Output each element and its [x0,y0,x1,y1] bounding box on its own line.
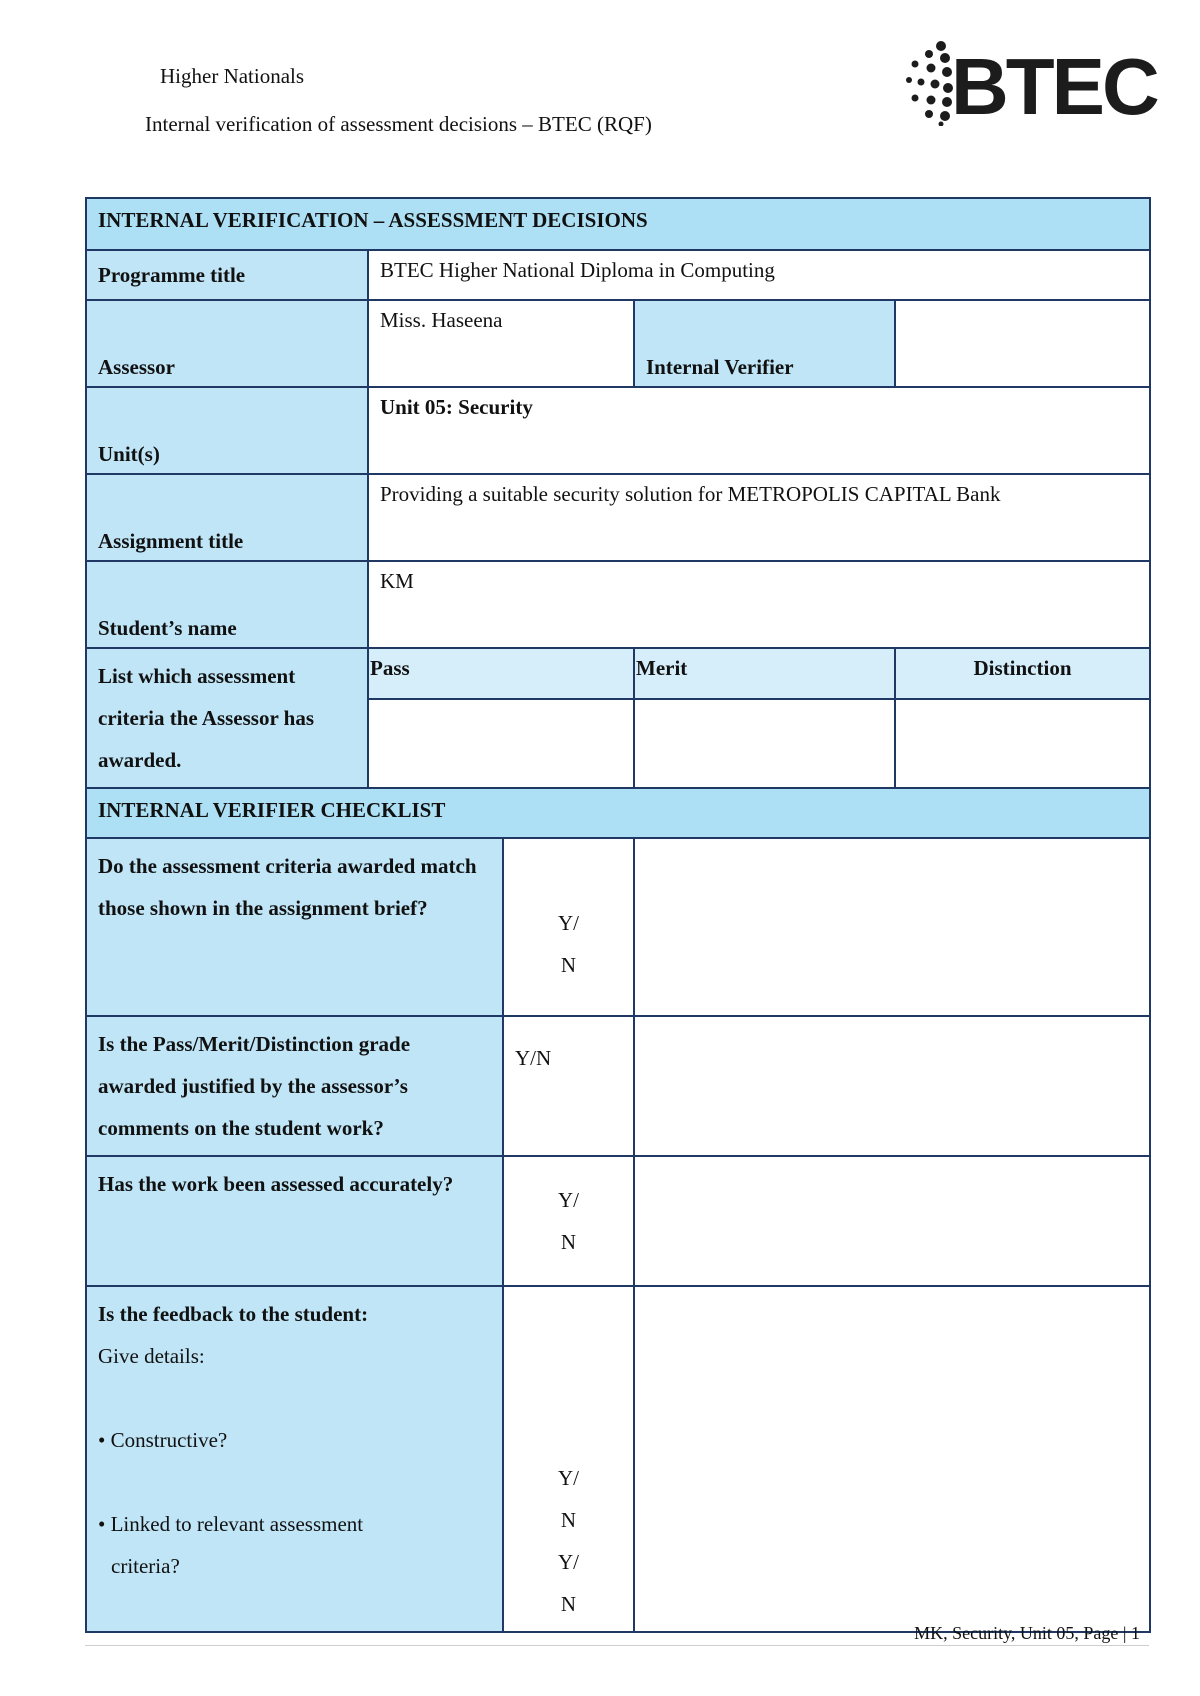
internal-verifier-label: Internal Verifier [634,300,895,387]
yn-n: N [560,953,577,977]
merit-header: Merit [634,648,895,699]
checklist-question-accuracy: Has the work been assessed accurately? [86,1156,503,1286]
yn-answer-2[interactable]: Y/N [503,1016,634,1156]
assignment-title-label: Assignment title [86,474,368,561]
comment-1[interactable] [634,838,1150,1016]
comment-4[interactable] [634,1286,1150,1632]
assignment-title-value[interactable]: Providing a suitable security solution for METROPOLIS CAPITAL Bank [368,474,1150,561]
yn-y: Y/ [558,1188,579,1212]
checklist-title: INTERNAL VERIFIER CHECKLIST [86,788,1150,838]
internal-verifier-value[interactable] [895,300,1150,387]
btec-wordmark: BTEC [951,42,1157,131]
unit-label: Unit(s) [86,387,368,474]
yn-y: Y/ [558,1550,579,1574]
programme-title-value[interactable]: BTEC Higher National Diploma in Computing [368,250,1150,300]
distinction-header: Distinction [895,648,1150,699]
checklist-question-feedback [86,1286,503,1632]
comment-2[interactable] [634,1016,1150,1156]
header-subtitle: Internal verification of assessment decisions – BTEC (RQF) [145,112,652,136]
feedback-bullet-linked: • Linked to relevant assessment [98,1512,364,1536]
feedback-details-label: Give details: [98,1344,205,1368]
merit-value[interactable] [634,699,895,788]
pass-value[interactable] [368,699,634,788]
comment-3[interactable] [634,1156,1150,1286]
criteria-label: List which assessment criteria the Assessor has awarded. [86,648,368,788]
page-footer: MK, Security, Unit 05, Page | 1 [914,1623,1140,1643]
verification-form [85,197,1151,1633]
assessor-value[interactable]: Miss. Haseena [368,300,634,387]
btec-dots-icon [903,40,955,126]
yn-n: N [560,1592,577,1616]
checklist-question-criteria: Do the assessment criteria awarded match those shown in the assignment brief? [86,838,503,1016]
pass-header: Pass [368,648,634,699]
yn-n: N [560,1230,577,1254]
yn-answer-3[interactable] [503,1156,634,1286]
btec-logo [903,40,1157,131]
header-title: Higher Nationals [160,64,305,88]
yn-y: Y/ [558,1466,579,1490]
footer-divider [85,1645,1149,1646]
programme-title-label: Programme title [86,250,368,300]
student-name-label: Student’s name [86,561,368,648]
student-name-value[interactable]: KM [368,561,1150,648]
checklist-question-grade: Is the Pass/Merit/Distinction grade awarded justified by the assessor’s comments on the student work? [86,1016,503,1156]
feedback-title: Is the feedback to the student: [98,1302,369,1326]
feedback-bullet-linked-cont: criteria? [111,1554,180,1578]
yn-answer-4[interactable] [503,1286,634,1632]
yn-n: N [560,1508,577,1532]
assessor-label: Assessor [86,300,368,387]
yn-y: Y/ [558,911,579,935]
unit-value[interactable]: Unit 05: Security [368,387,1150,474]
yn-answer-1[interactable] [503,838,634,1016]
section-title: INTERNAL VERIFICATION – ASSESSMENT DECISIONS [86,198,1150,250]
feedback-bullet-constructive: • Constructive? [98,1428,228,1452]
distinction-value[interactable] [895,699,1150,788]
